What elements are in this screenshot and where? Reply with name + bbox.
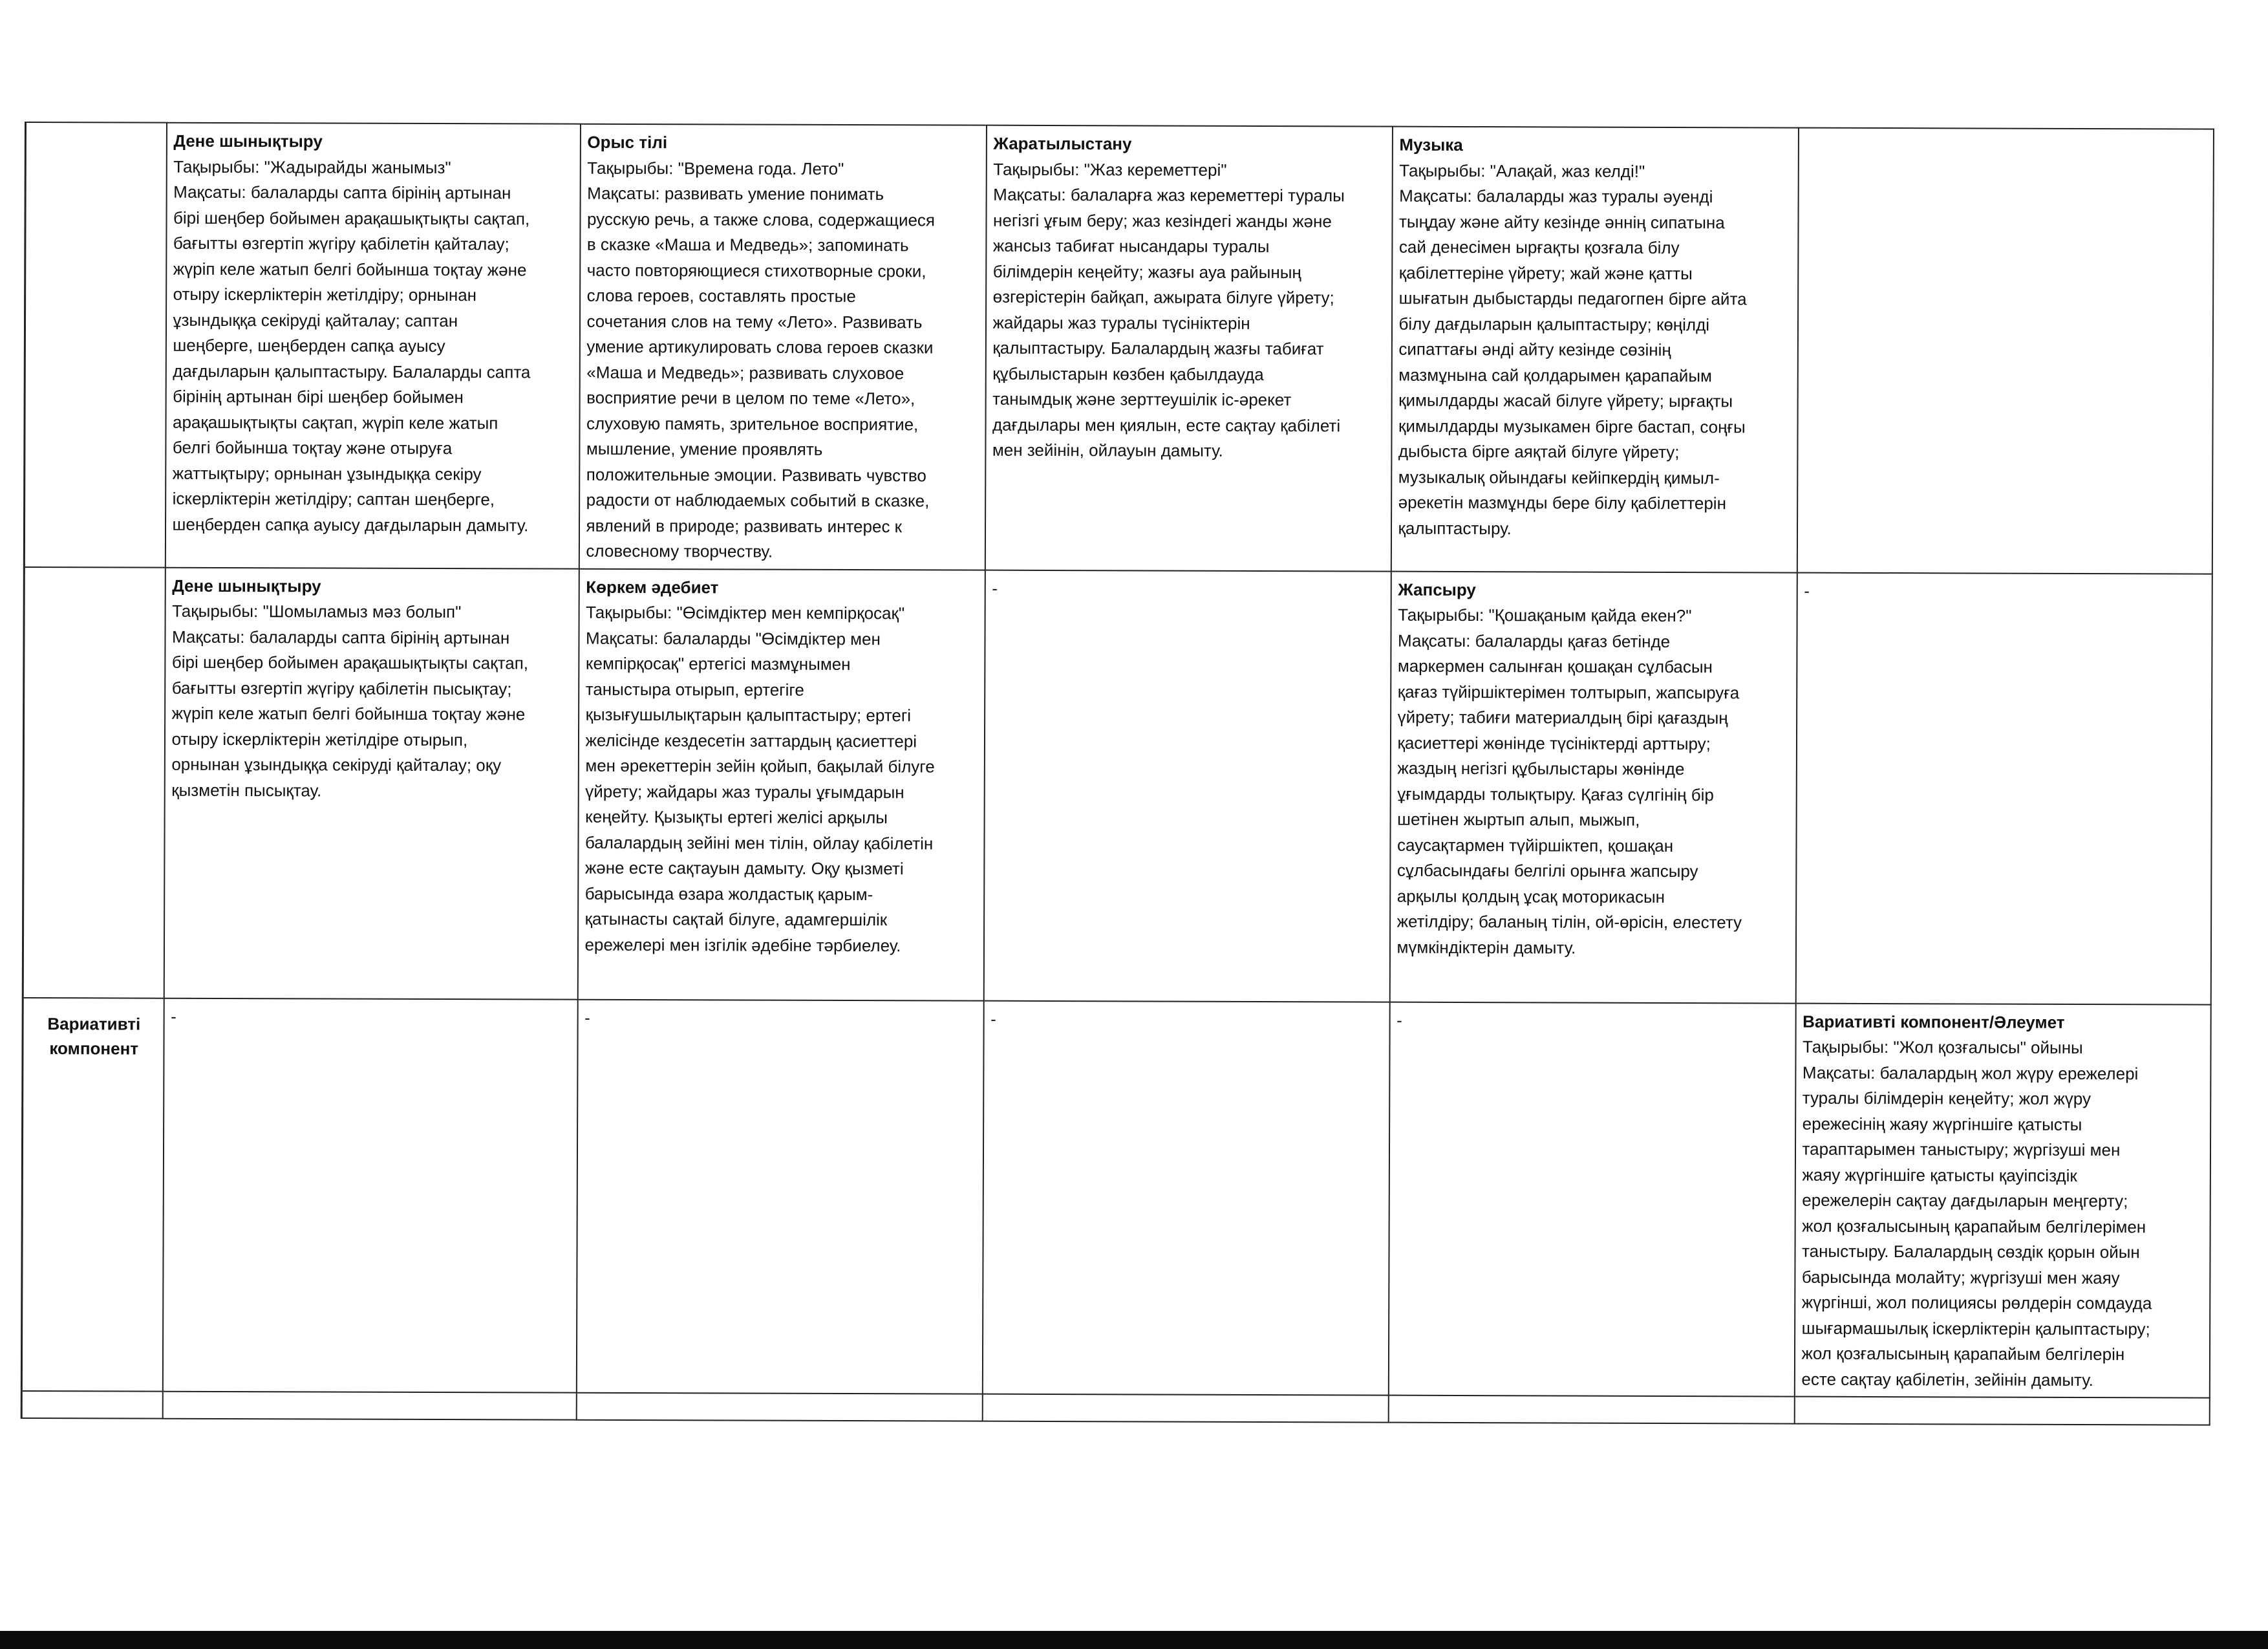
lesson-text-line: жүргінші, жол полициясы рөлдерін сомдауда (1801, 1292, 2152, 1313)
lesson-text-line: тыңдау және айту кезінде әннің сипатына (1398, 211, 1725, 232)
empty-dash: - (171, 1006, 177, 1026)
lesson-text-line: Тақырыбы: "Жол қозғалысы" ойыны (1802, 1037, 2083, 1058)
lesson-text-line: қалыптастыру. (1398, 518, 1512, 538)
lesson-text-line: жайдары жаз туралы түсініктерін (992, 312, 1250, 333)
lesson-text-line: положительные эмоции. Развивать чувство (586, 464, 926, 485)
lesson-text-line: үйрету; жайдары жаз туралы ұғымдарын (585, 781, 904, 802)
lesson-text-line: Тақырыбы: "Времена года. Лето" (587, 158, 844, 178)
lesson-text-line: орнынан ұзындыққа секіруді қайталау; оқу (171, 754, 502, 775)
lesson-text-line: Тақырыбы: "Жадырайды жанымыз" (173, 156, 451, 177)
plan-row (23, 567, 2212, 1005)
lesson-text-line: желісінде кездесетін заттардың қасиеттері (585, 730, 917, 751)
lesson-text-line: танымдық және зерттеушілік іс-әрекет (992, 389, 1292, 410)
lesson-cell (1389, 571, 1797, 1003)
lesson-text-line: русскую речь, а также слова, содержащиеся (586, 209, 936, 230)
lesson-text-line: құбылыстарын көзбен қабылдауда (992, 363, 1264, 384)
plan-row (21, 997, 2210, 1397)
lesson-text-line: ережесінің жаяу жүргіншіге қатысты (1802, 1114, 2082, 1134)
empty-dash: - (1804, 581, 1810, 601)
lesson-text-line: белгі бойынша тоқтау және отыруға (172, 437, 453, 458)
lesson-text-line: негізгі ұғым беру; жаз кезіндегі жанды және (992, 210, 1332, 231)
lesson-text-line: сай денесімен ырғақты қозғала білу (1398, 237, 1680, 258)
lesson-plan-sheet (21, 122, 2212, 1432)
empty-cell (982, 1394, 1388, 1423)
lesson-text-line: мазмұнына сай қолдарымен қарапайым (1398, 365, 1712, 385)
lesson-plan-table (21, 122, 2214, 1426)
lesson-text-line: ережелері мен ізгілік әдебіне тәрбиелеу. (584, 934, 901, 955)
lesson-text-line: саусақтармен түйіршіктеп, қошақан (1396, 835, 1674, 856)
lesson-subject: Жапсыру (1398, 579, 1476, 599)
lesson-text-line: іскерліктерін жетілдіру; саптан шеңберге, (172, 488, 495, 510)
lesson-text-line: Мақсаты: развивать умение понимать (587, 183, 884, 204)
lesson-text-line: жүріп келе жатып белгі бойынша тоқтау және (173, 259, 527, 279)
lesson-text-line: барысында өзара жолдастық қарым- (584, 883, 873, 904)
lesson-text-line: дағдылары мен қиялын, есте сақтау қабілеті (992, 415, 1341, 435)
lesson-text-line: жол қозғалысының қарапайым белгілерімен (1802, 1216, 2146, 1236)
lesson-text-line: мүмкіндіктерін дамыту. (1396, 937, 1576, 958)
lesson-text-line: қалыптастыру. Балалардың жазғы табиғат (992, 338, 1324, 359)
lesson-text-line: мен әрекеттерін зейін қойып, бақылай білуге (585, 755, 935, 777)
lesson-subject: Жаратылыстану (993, 133, 1132, 154)
lesson-text-line: Мақсаты: балаларды жаз туралы әуенді (1399, 186, 1713, 207)
lesson-text-line: өзгерістерін байқап, ажырата білуге үйрету; (992, 286, 1334, 308)
lesson-text-line: «Маша и Медведь»; развивать слуховое (586, 362, 904, 383)
lesson-text-line: шығармашылық іскерліктерін қалыптастыру; (1801, 1318, 2150, 1339)
lesson-text-line: дағдыларын қалыптастыру. Балаларды сапта (173, 361, 531, 382)
lesson-cell (985, 125, 1392, 571)
lesson-text-line: Мақсаты: балаларға жаз кереметтері туралы (993, 184, 1345, 206)
lesson-cell (1795, 572, 2212, 1004)
lesson-text-line: қабілеттеріне үйрету; жай және қатты (1398, 263, 1693, 283)
lesson-text-line: қызығушылықтарын қалыптастыру; ертегі (585, 704, 912, 726)
lesson-text-line: барысында молайту; жүргізуші мен жаяу (1801, 1267, 2120, 1288)
lesson-subject: Музыка (1399, 135, 1463, 155)
empty-dash: - (990, 1009, 996, 1029)
lesson-text-line: отыру іскерліктерін жетілдіре отырып, (171, 729, 468, 749)
lesson-cell (1797, 128, 2213, 574)
lesson-text-line: бірінің артынан бірі шеңбер бойымен (173, 386, 464, 407)
empty-dash: - (584, 1008, 590, 1028)
lesson-text-line: Тақырыбы: "Алақай, жаз келді!" (1399, 160, 1645, 181)
lesson-text-line: шығатын дыбыстарды педагогпен бірге айта (1398, 288, 1747, 309)
empty-cell (576, 1393, 982, 1421)
lesson-text-line: қимылдарды жасай білуге үйрету; ырғақты (1398, 390, 1733, 411)
lesson-text-line: үйрету; табиғи материалдың бірі қағаздың (1397, 707, 1728, 728)
scan-edge-bar (0, 1631, 2268, 1649)
empty-dash: - (1396, 1010, 1402, 1030)
lesson-text-line: в сказке «Маша и Медведь»; запоминать (586, 234, 909, 255)
lesson-text-line: отыру іскерліктерін жетілдіру; орнынан (173, 284, 477, 305)
lesson-cell (162, 998, 577, 1393)
lesson-text-line: қимылдарды музыкамен бірге бастап, соңғы (1398, 416, 1746, 436)
lesson-text-line: бірі шеңбер бойымен арақашықтықты сақтап, (173, 208, 530, 228)
lesson-text-line: музыкалық ойындағы кейіпкердің қимыл- (1398, 467, 1720, 488)
lesson-text-line: кемпірқосақ" ертегісі мазмұнымен (585, 653, 851, 674)
lesson-text-line: явлений в природе; развивать интерес к (586, 515, 903, 536)
lesson-subject: Вариативті компонент/Әлеумет (1803, 1011, 2065, 1032)
lesson-text-line: мен зейінін, ойлауын дамыту. (992, 440, 1223, 460)
lesson-text-line: Тақырыбы: "Жаз кереметтері" (993, 159, 1227, 180)
lesson-text-line: шеңберге, шеңберден сапқа ауысу (173, 335, 445, 356)
lesson-text-line: жетілдіру; баланың тілін, ой-өрісін, елестету (1396, 911, 1742, 932)
lesson-subject: Орыс тілі (587, 132, 668, 153)
lesson-text-line: жансыз табиғат нысандары туралы (992, 235, 1270, 257)
lesson-text-line: арқылы қолдың ұсақ моторикасын (1396, 886, 1665, 907)
lesson-text-line: умение артикулировать слова героев сказки (586, 336, 934, 358)
lesson-text-line: арақашықтықты сақтап, жүріп келе жатып (172, 412, 498, 433)
lesson-text-line: сочетания слов на тему «Лето». Развивать (586, 311, 923, 332)
lesson-text-line: Мақсаты: балалардың жол жүру ережелері (1802, 1062, 2139, 1083)
lesson-text-line: ұғымдарды толықтыру. Қағаз сүлгінің бір (1397, 784, 1714, 804)
lesson-subject: Дене шынықтыру (173, 131, 323, 151)
lesson-text-line: восприятие речи в целом по теме «Лето», (586, 387, 915, 409)
lesson-text-line: білу дағдыларын қалыптастыру; көңілді (1398, 314, 1710, 334)
lesson-text-line: бағытты өзгертіп жүгіру қабілетін қайталау; (173, 233, 509, 254)
lesson-text-line: Тақырыбы: "Өсімдіктер мен кемпірқосақ" (586, 602, 905, 623)
lesson-text-line: бағытты өзгертіп жүгіру қабілетін пысықтау; (171, 678, 512, 698)
lesson-cell (1391, 127, 1798, 572)
lesson-text-line: қатынасты сақтай білуге, адамгершілік (584, 909, 888, 930)
lesson-text-line: әрекетін мазмұнды бере білу қабілеттерін (1398, 492, 1727, 513)
lesson-text-line: балалардың зейіні мен тілін, ойлау қабілетін (584, 832, 934, 853)
lesson-text-line: ұзындыққа секіруді қайталау; саптан (173, 310, 458, 330)
empty-cell (1794, 1397, 2209, 1425)
lesson-text-line: жаттықтыру; орнынан ұзындыққа секіру (172, 463, 482, 484)
lesson-text-line: радости от наблюдаемых событий в сказке, (586, 490, 930, 511)
lesson-text-line: сұлбасындағы белгілі орынға жапсыру (1396, 860, 1698, 881)
row-label-variative: Вариативті компонент (21, 997, 164, 1391)
lesson-text-line: Тақырыбы: "Қошақаным қайда екен?" (1398, 605, 1692, 626)
lesson-text-line: шетінен жыртып алып, мыжып, (1397, 809, 1640, 830)
lesson-text-line: жүріп келе жатып белгі бойынша тоқтау және (171, 703, 526, 724)
empty-cell (21, 1391, 162, 1419)
lesson-text-line: таныстыру. Балалардың сөздік қорын ойын (1801, 1241, 2140, 1262)
lesson-text-line: словесному творчеству. (586, 541, 773, 561)
lesson-text-line: сипаттағы әнді айту кезінде сөзінің (1398, 339, 1671, 360)
lesson-cell (165, 123, 580, 569)
lesson-text-line: тараптарымен таныстыру; жүргізуші мен (1802, 1139, 2121, 1160)
lesson-text-line: Тақырыбы: "Шомыламыз мәз болып" (172, 601, 462, 622)
lesson-cell (982, 1000, 1389, 1395)
lesson-text-line: жол қозғалысының қарапайым белгілерін (1801, 1343, 2125, 1364)
row-label-cell (24, 122, 166, 567)
plan-row (24, 122, 2213, 574)
empty-cell (162, 1392, 576, 1420)
lesson-text-line: бірі шеңбер бойымен арақашықтықты сақтап, (171, 652, 529, 673)
lesson-text-line: маркермен салынған қошақан сұлбасын (1397, 656, 1713, 677)
lesson-cell (579, 124, 986, 570)
lesson-cell (1388, 1002, 1795, 1396)
lesson-text-line: кеңейту. Қызықты ертегі желісі арқылы (585, 806, 888, 828)
lesson-text-line: слова героев, составлять простые (586, 285, 856, 307)
lesson-text-line: есте сақтау қабілетін, зейінін дамыту. (1801, 1369, 2093, 1390)
lesson-cell (1794, 1003, 2210, 1398)
lesson-subject: Көркем әдебиет (586, 577, 719, 597)
lesson-text-line: дыбыста бірге аяқтай білуге үйрету; (1398, 441, 1680, 462)
lesson-cell (164, 567, 579, 999)
lesson-text-line: мышление, умение проявлять (586, 438, 823, 459)
lesson-cell (576, 999, 983, 1394)
lesson-text-line: қызметін пысықтау. (171, 780, 322, 800)
lesson-text-line: жаздың негізгі құбылыстары жөнінде (1397, 758, 1685, 779)
empty-cell (1388, 1396, 1794, 1424)
lesson-text-line: шеңберден сапқа ауысу дағдыларын дамыту. (172, 514, 529, 535)
lesson-text-line: жаяу жүргіншіге қатысты қауіпсіздік (1802, 1165, 2077, 1185)
lesson-text-line: таныстыра отырып, ертегіге (585, 679, 804, 700)
lesson-text-line: қағаз түйіршіктерімен толтырып, жапсыруға (1397, 682, 1740, 702)
lesson-text-line: Мақсаты: балаларды сапта бірінің артынан (171, 627, 510, 647)
lesson-cell (577, 568, 985, 1000)
lesson-text-line: часто повторяющиеся стихотворные сроки, (586, 260, 926, 281)
lesson-text-line: туралы білімдерін кеңейту; жол жүру (1802, 1088, 2091, 1109)
lesson-text-line: және есте сақтауын дамыту. Оқу қызметі (584, 857, 904, 879)
lesson-text-line: Мақсаты: балаларды сапта бірінің артынан (173, 182, 511, 203)
lesson-cell (983, 570, 1391, 1002)
lesson-text-line: Мақсаты: балаларды қағаз бетінде (1397, 630, 1671, 651)
lesson-text-line: қасиеттері жөнінде түсініктерді арттыру; (1397, 733, 1711, 753)
lesson-text-line: ережелерін сақтау дағдыларын меңгерту; (1802, 1190, 2128, 1211)
empty-dash: - (992, 578, 998, 598)
lesson-text-line: Мақсаты: балаларды "Өсімдіктер мен (585, 628, 881, 649)
lesson-text-line: слуховую память, зрительное восприятие, (586, 413, 919, 434)
row-label-cell (23, 567, 165, 998)
lesson-text-line: білімдерін кеңейту; жазғы ауа райының (992, 261, 1301, 282)
lesson-subject: Дене шынықтыру (172, 576, 321, 596)
